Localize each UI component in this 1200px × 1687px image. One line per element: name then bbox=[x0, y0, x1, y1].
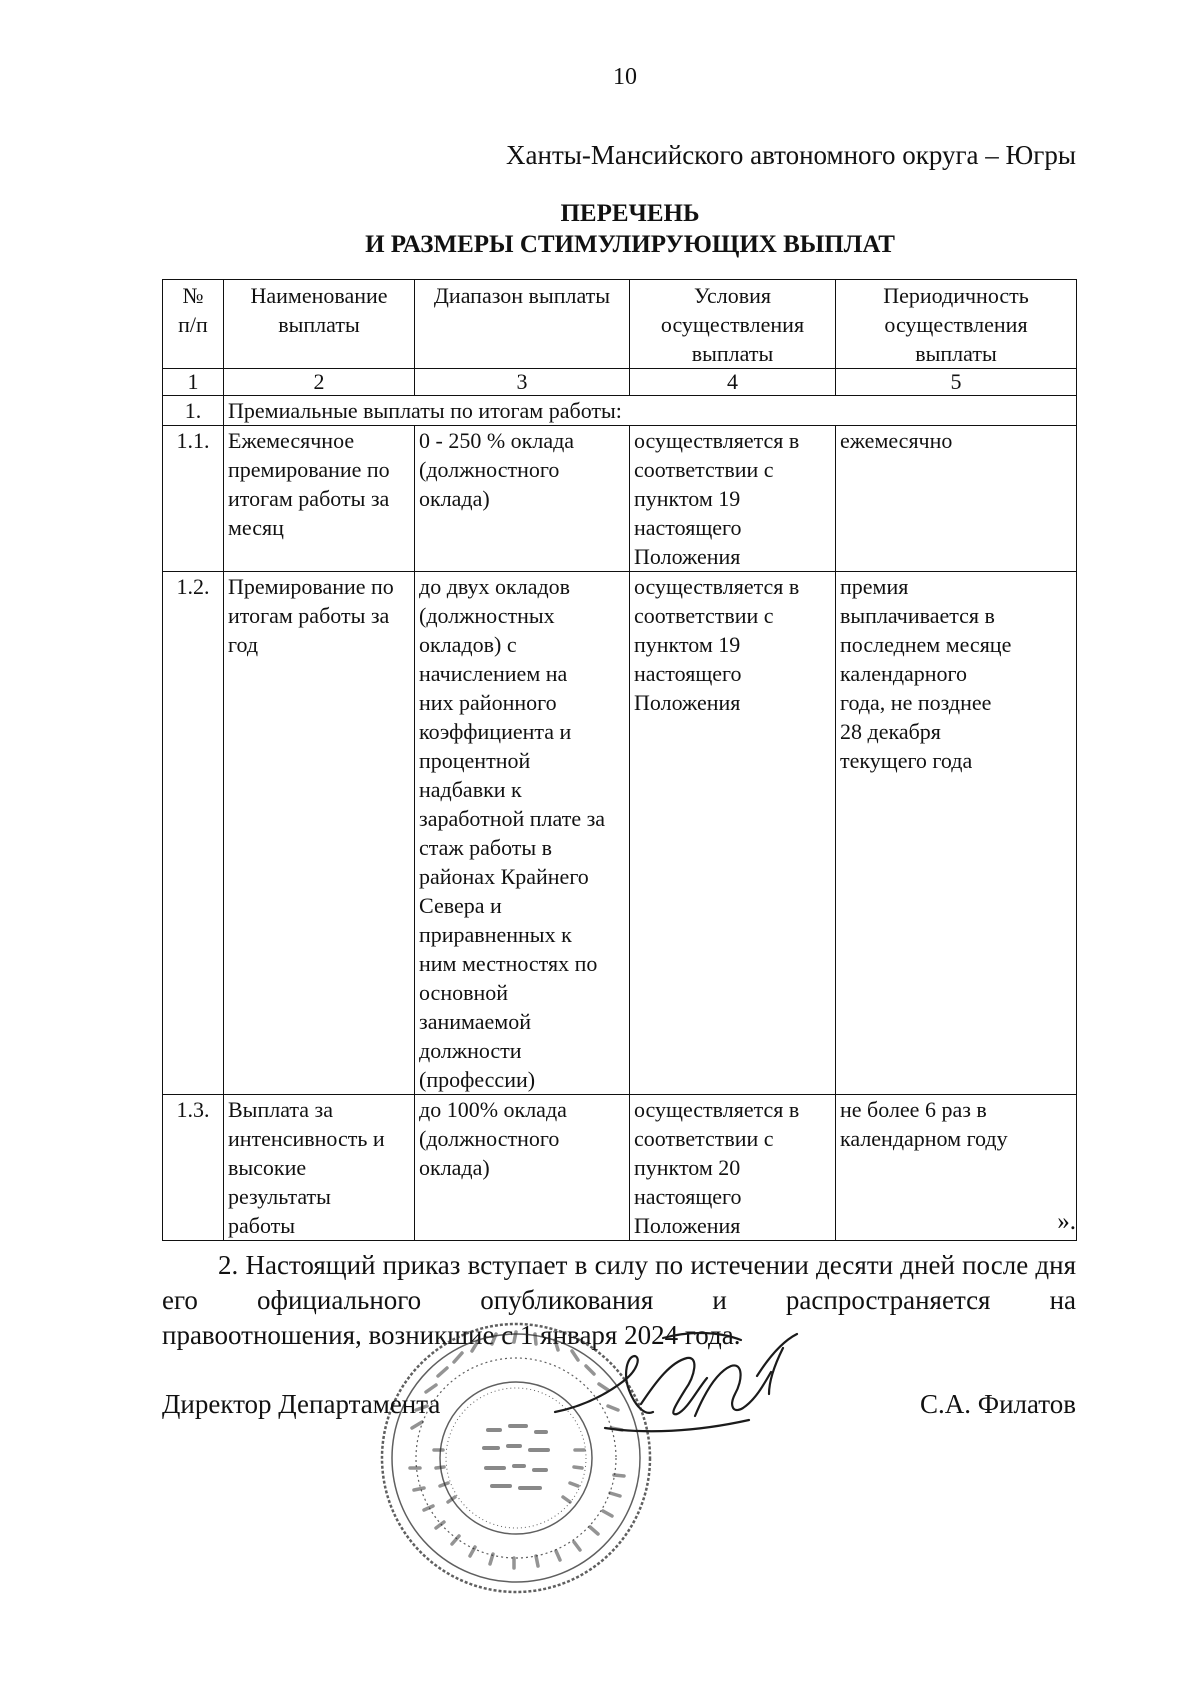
cell-payment-range: 0 - 250 % оклада (должностного оклада) bbox=[415, 426, 630, 572]
closing-quote: ». bbox=[1057, 1208, 1076, 1235]
section-label: Премиальные выплаты по итогам работы: bbox=[224, 396, 1077, 426]
title-line-2: И РАЗМЕРЫ СТИМУЛИРУЮЩИХ ВЫПЛАТ bbox=[365, 231, 895, 258]
column-number: 2 bbox=[224, 369, 415, 396]
row-number: 1.3. bbox=[163, 1095, 224, 1241]
row-number: 1.2. bbox=[163, 572, 224, 1095]
payments-table bbox=[162, 279, 1077, 1241]
cell-payment-periodicity: ежемесячно bbox=[836, 426, 1077, 572]
signer-title: Директор Департамента bbox=[162, 1389, 441, 1419]
column-number: 5 bbox=[836, 369, 1077, 396]
column-number: 1 bbox=[163, 369, 224, 396]
document-title bbox=[0, 198, 1200, 260]
header-cell-periodicity: Периодичность осуществления выплаты bbox=[836, 280, 1077, 369]
cell-payment-conditions: осуществляется в соответствии с пунктом 19 настоящего Положения bbox=[630, 572, 836, 1095]
table-row bbox=[163, 1095, 1077, 1241]
page-number: 10 bbox=[613, 64, 637, 90]
paragraph-line-1: 2. Настоящий приказ вступает в силу по истечении десяти дней после дня его официального опубликования и распространяется на bbox=[162, 1250, 1076, 1315]
cell-payment-name: Выплата за интенсивность и высокие результаты работы bbox=[224, 1095, 415, 1241]
table-row bbox=[163, 426, 1077, 572]
header-cell-range: Диапазон выплаты bbox=[415, 280, 630, 369]
cell-payment-range: до двух окладов (должностных окладов) с начислением на них районного коэффициента и процентной надбавки к заработной плате за стаж работы в районах Крайнего Севера и приравненных к ним местностях по основной занимаемой должности (профессии) bbox=[415, 572, 630, 1095]
signer-name: С.А. Филатов bbox=[920, 1389, 1076, 1419]
cell-payment-conditions: осуществляется в соответствии с пунктом 19 настоящего Положения bbox=[630, 426, 836, 572]
table-row bbox=[163, 572, 1077, 1095]
column-number-row bbox=[163, 369, 1077, 396]
header-cell-conditions: Условия осуществления выплаты bbox=[630, 280, 836, 369]
header-line: Ханты-Мансийского автономного округа – Югры bbox=[506, 140, 1076, 170]
column-number: 4 bbox=[630, 369, 836, 396]
paragraph-line-2: правоотношения, возникшие с 1 января 2024 года. bbox=[162, 1320, 741, 1350]
header-cell-name: Наименование выплаты bbox=[224, 280, 415, 369]
cell-payment-periodicity: премия выплачивается в последнем месяце календарного года, не позднее 28 декабря текущего года bbox=[836, 572, 1077, 1095]
table-header-row bbox=[163, 280, 1077, 369]
section-number: 1. bbox=[163, 396, 224, 426]
header-cell-number: № п/п bbox=[163, 280, 224, 369]
row-number: 1.1. bbox=[163, 426, 224, 572]
cell-payment-conditions: осуществляется в соответствии с пунктом 20 настоящего Положения bbox=[630, 1095, 836, 1241]
cell-payment-periodicity: не более 6 раз в календарном году bbox=[836, 1095, 1077, 1241]
title-line-1: ПЕРЕЧЕНЬ bbox=[560, 200, 700, 227]
section-row bbox=[163, 396, 1077, 426]
handwritten-signature bbox=[545, 1320, 805, 1450]
cell-payment-name: Премирование по итогам работы за год bbox=[224, 572, 415, 1095]
column-number: 3 bbox=[415, 369, 630, 396]
cell-payment-name: Ежемесячное премирование по итогам работы за месяц bbox=[224, 426, 415, 572]
cell-payment-range: до 100% оклада (должностного оклада) bbox=[415, 1095, 630, 1241]
